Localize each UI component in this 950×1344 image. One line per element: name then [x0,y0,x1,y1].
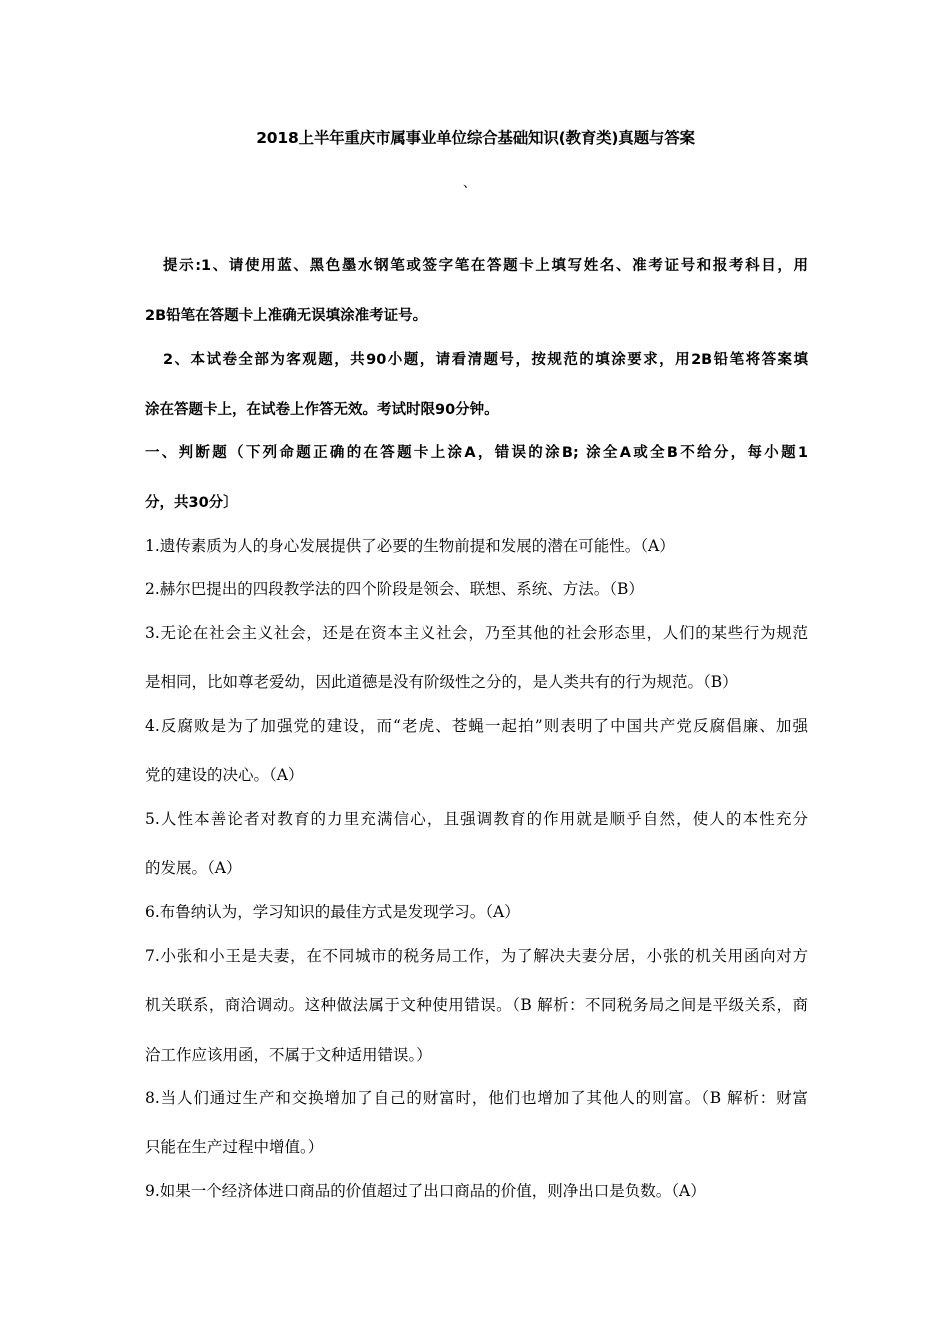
section-heading-line-2: 分，共30分〕 [145,495,238,511]
question-7-line-1: 7.小张和小王是夫妻，在不同城市的税务局工作，为了解决夫妻分居，小张的机关用函向对方 [145,947,808,965]
question-3-line-2: 是相同，比如尊老爱幼，因此道德是没有阶级性之分的，是人类共有的行为规范。（B） [145,673,738,691]
question-9: 9.如果一个经济体进口商品的价值超过了出口商品的价值，则净出口是负数。（A） [145,1182,706,1200]
question-4-line-1: 4.反腐败是为了加强党的建设，而“老虎、苍蝇一起拍”则表明了中国共产党反腐倡廉、加强 [145,717,808,735]
notice-line-3: 2、本试卷全部为客观题，共90小题，请看清题号，按规范的填涂要求，用2B铅笔将答案填 [163,352,808,368]
notice-line-1: 提示:1、请使用蓝、黑色墨水钢笔或签字笔在答题卡上填写姓名、准考证号和报考科目，用 [163,258,808,274]
question-5-line-2: 的发展。（A） [145,859,242,877]
question-5-line-1: 5.人性本善论者对教育的力里充满信心，且强调教育的作用就是顺乎自然，使人的本性充分 [145,810,808,828]
notice-line-2: 2B铅笔在答题卡上准确无误填涂准考证号。 [145,308,428,324]
question-1: 1.遗传素质为人的身心发展提供了必要的生物前提和发展的潜在可能性。（A） [145,537,675,555]
question-2: 2.赫尔巴提出的四段教学法的四个阶段是领会、联想、系统、方法。（B） [145,580,644,598]
question-4-line-2: 党的建设的决心。（A） [145,766,304,784]
question-8-line-1: 8.当人们通过生产和交换增加了自己的财富时，他们也增加了其他人的则富。（B 解析：财富 [145,1089,808,1107]
document-title: 2018上半年重庆市属事业单位综合基础知识(教育类)真题与答案 [256,129,695,147]
question-3-line-1: 3.无论在社会主义社会，还是在资本主义社会，乃至其他的社会形态里，人们的某些行为规范 [145,624,808,642]
question-6: 6.布鲁纳认为，学习知识的最佳方式是发现学习。（A） [145,903,520,921]
question-7-line-3: 洽工作应该用函，不属于文种适用错误。） [145,1046,432,1064]
question-7-line-2: 机关联系，商洽调动。这种做法属于文种使用错误。（B 解析：不同税务局之间是平级关系，商 [145,996,808,1014]
notice-line-4: 涂在答题卡上，在试卷上作答无效。考试时限90分钟。 [145,402,499,418]
section-heading-line-1: 一、判断题（下列命题正确的在答题卡上涂A，错误的涂B; 涂全A或全B不给分，每小题1 [145,445,808,461]
question-8-line-2: 只能在生产过程中增值。） [145,1138,324,1156]
punctuation-mark: 、 [463,176,477,191]
